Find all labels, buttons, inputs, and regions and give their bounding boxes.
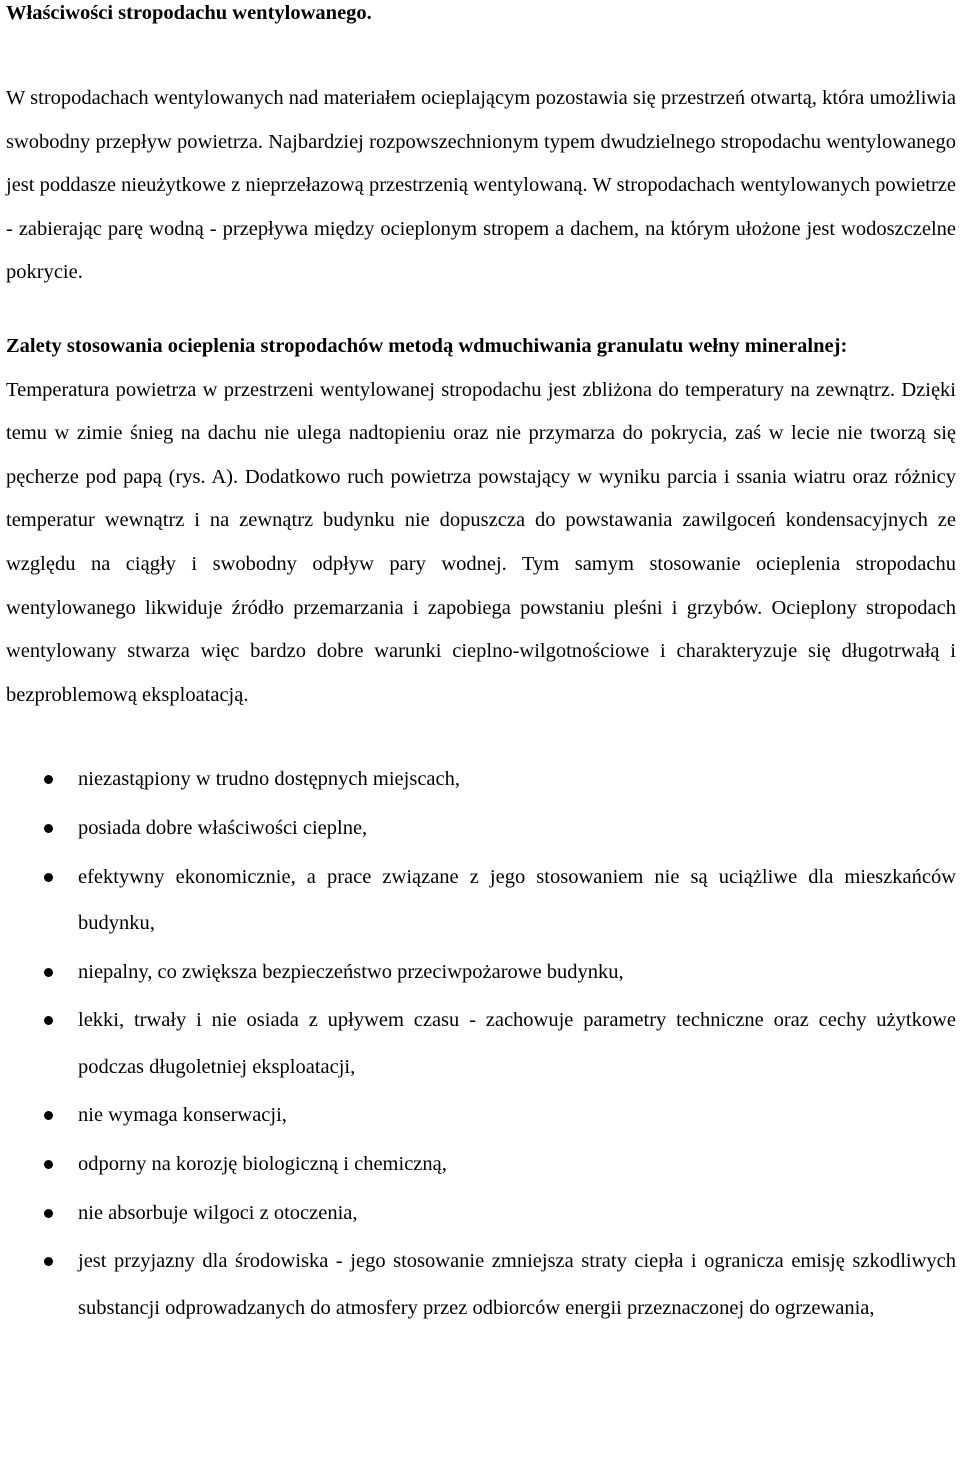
paragraph-ventilated-roofs: W stropodachach wentylowanych nad materiałem ocieplającym pozostawia się przestrzeń otwartą, która umożliwia swobodny przepływ powietrza. Najbardziej rozpowszechnionym typem dwudzielnego stropodachu wentylowanego jest poddasze nieużytkowe z nieprzełazową przestrzenią wentylowaną. W stropodachach wentylowanych powietrze - zabierając parę wodną - przepływa między ocieplonym stropem a dachem, na którym ułożone jest wodoszczelne pokrycie. <box>6 87 956 284</box>
list-item <box>6 1092 956 1138</box>
bullet-icon <box>44 775 53 784</box>
bullet-icon <box>44 824 53 833</box>
advantages-list <box>6 756 956 1330</box>
bullet-icon <box>44 1160 53 1169</box>
list-item <box>6 1141 956 1187</box>
list-item <box>6 805 956 851</box>
paragraph-temperature: Temperatura powietrza w przestrzeni wentylowanej stropodachu jest zbliżona do temperatury na zewnątrz. Dzięki temu w zimie śnieg na dachu nie ulega nadtopieniu oraz nie przymarza do pokrycia, zaś w lecie nie tworzą się pęcherze pod papą (rys. A). Dodatkowo ruch powietrza powstający w wyniku parcia i ssania wiatru oraz różnicy temperatur wewnątrz i na zewnątrz budynku nie dopuszcza do powstawania zawilgoceń kondensacyjnych ze względu na ciągły i swobodny odpływ pary wodnej. Tym samym stosowanie ocieplenia stropodachu wentylowanego likwiduje źródło przemarzania i zapobiega powstaniu pleśni i grzybów. Ocieplony stropodach wentylowany stwarza więc bardzo dobre warunki cieplno-wilgotnościowe i charakteryzuje się długotrwałą i bezproblemową eksploatacją. <box>6 378 956 706</box>
bullet-icon <box>44 1257 53 1266</box>
bullet-icon <box>44 1209 53 1218</box>
list-item <box>6 949 956 995</box>
list-item-text: nie absorbuje wilgoci z otoczenia, <box>78 1201 358 1224</box>
list-item <box>6 1238 956 1330</box>
list-item <box>6 997 956 1089</box>
list-item-text: jest przyjazny dla środowiska - jego stosowanie zmniejsza straty ciepła i ogranicza emisję szkodliwych substancji odprowadzanych do atmosfery przez odbiorców energii przeznaczonej do ogrzewania, <box>78 1250 956 1319</box>
bullet-icon <box>44 1111 53 1120</box>
list-item <box>6 1190 956 1236</box>
document-title: Właściwości stropodachu wentylowanego. <box>6 2 372 24</box>
list-item-text: efektywny ekonomicznie, a prace związane z jego stosowaniem nie są uciążliwe dla mieszkańców budynku, <box>78 865 956 934</box>
list-item-text: posiada dobre właściwości cieplne, <box>78 817 368 840</box>
section-heading-advantages: Zalety stosowania ocieplenia stropodachów metodą wdmuchiwania granulatu wełny mineralnej: <box>6 334 848 357</box>
list-item <box>6 756 956 802</box>
bullet-icon <box>44 1016 53 1025</box>
list-item-text: odporny na korozję biologiczną i chemiczną, <box>78 1152 447 1175</box>
bullet-icon <box>44 968 53 977</box>
bullet-icon <box>44 873 53 882</box>
list-item-text: nie wymaga konserwacji, <box>78 1104 287 1127</box>
list-item-text: lekki, trwały i nie osiada z upływem czasu - zachowuje parametry techniczne oraz cechy użytkowe podczas długoletniej eksploatacji, <box>78 1009 956 1078</box>
list-item-text: niepalny, co zwiększa bezpieczeństwo przeciwpożarowe budynku, <box>78 960 624 983</box>
list-item-text: niezastąpiony w trudno dostępnych miejscach, <box>78 768 460 791</box>
list-item <box>6 854 956 946</box>
